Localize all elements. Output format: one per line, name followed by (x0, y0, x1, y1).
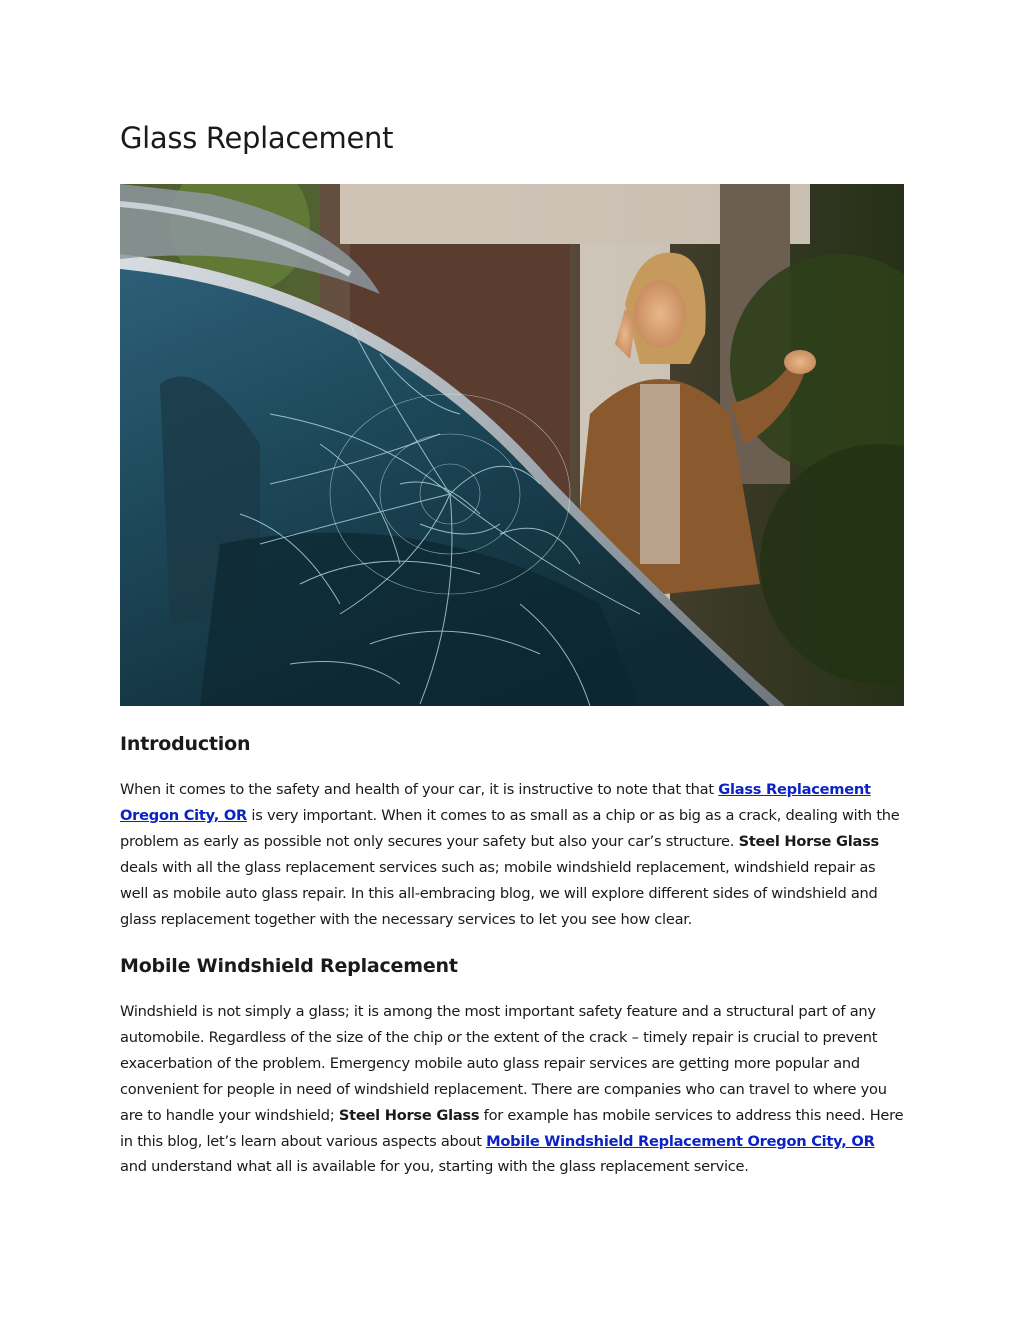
paragraph-text: Windshield is not simply a glass; it is among the most important safety feature and a structural part of any automobile. Regardless of the size of the chip or the extent of the crack – timely repair is crucial to prevent exacerbation of the problem. Emergency mobile auto glass repair services are getting more popular and convenient for people in need of windshield replacement. There are companies who can travel to where you are to handle your windshield; (120, 1003, 887, 1124)
section-heading-mobile-windshield: Mobile Windshield Replacement (120, 955, 458, 977)
page-title: Glass Replacement (120, 121, 394, 155)
mobile-windshield-paragraph (120, 999, 904, 1180)
paragraph-text: for example has mobile services to address this need. Here in this blog, let’s learn about various aspects about (120, 1106, 904, 1150)
company-name-bold: Steel Horse Glass (338, 1106, 480, 1124)
section-heading-introduction: Introduction (120, 733, 251, 755)
mobile-windshield-link[interactable]: Mobile Windshield Replacement Oregon City, OR (486, 1132, 875, 1150)
paragraph-text: and understand what all is available for you, starting with the glass replacement service. (120, 1158, 749, 1176)
paragraph-text: is very important. When it comes to as small as a chip or as big as a crack, dealing with the problem as early as possible not only secures your safety but also your car’s structure. (120, 806, 900, 850)
paragraph-text: deals with all the glass replacement services such as; mobile windshield replacement, windshield repair as well as mobile auto glass repair. In this all-embracing blog, we will explore different sides of windshield and glass replacement together with the necessary services to let you see how clear. (120, 858, 878, 928)
paragraph-text: When it comes to the safety and health of your car, it is instructive to note that that (120, 781, 719, 798)
glass-replacement-link[interactable]: Glass Replacement Oregon City, OR (120, 781, 871, 824)
introduction-paragraph (120, 777, 904, 932)
company-name-bold: Steel Horse Glass (738, 832, 879, 850)
cracked-windshield-photo (120, 184, 904, 706)
